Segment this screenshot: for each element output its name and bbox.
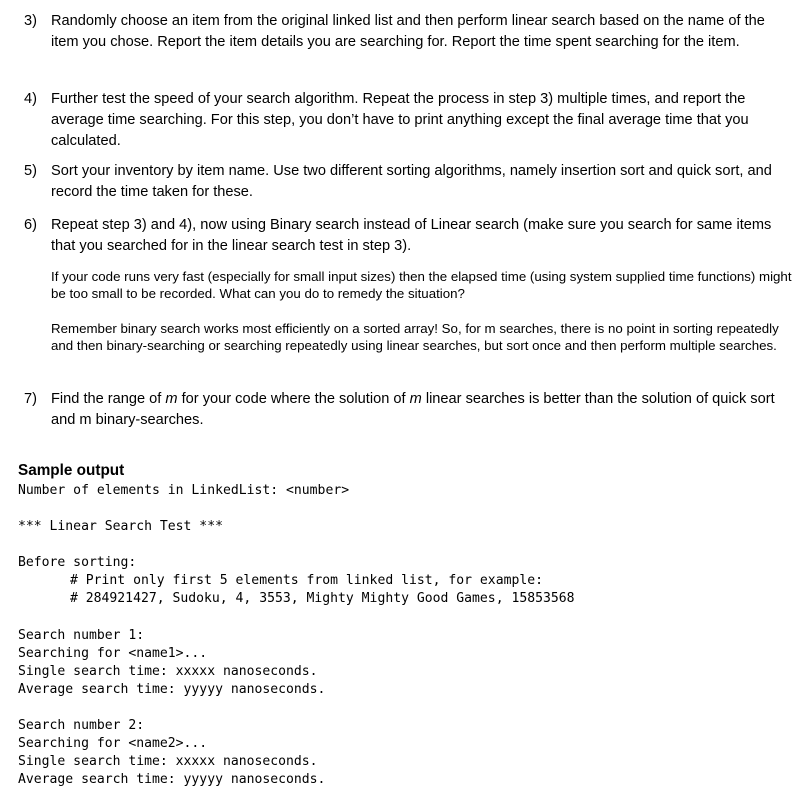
step-3 [24, 11, 794, 53]
step-number: 5) [24, 163, 37, 179]
step-4 [24, 89, 794, 152]
code-searching-for: Searching for <name2>... [18, 736, 208, 751]
code-print-comment: # Print only first 5 elements from linked list, for example: [70, 573, 543, 588]
step-text: Further test the speed of your search algorithm. Repeat the process in step 3) multiple times, and report the average time searching. For this step, you don’t have to print anything except the final average time that you calculated. [51, 91, 749, 149]
step-number: 3) [24, 13, 37, 29]
step-6 [24, 215, 794, 257]
variable-m: m [165, 391, 178, 407]
step-text: Randomly choose an item from the original linked list and then perform linear search based on the name of the item you chose. Report the item details you are searching for. Report the time spent searching for the item. [51, 13, 765, 50]
code-search-number: Search number 1: [18, 628, 145, 643]
code-searching-for: Searching for <name1>... [18, 646, 208, 661]
code-count-line: Number of elements in LinkedList: <number> [18, 483, 350, 498]
code-test-title: *** Linear Search Test *** [18, 519, 223, 534]
code-before-sorting: Before sorting: [18, 555, 137, 570]
sample-output-heading: Sample output [18, 462, 125, 479]
code-single-time: Single search time: xxxxx nanoseconds. [18, 754, 318, 769]
code-search-number: Search number 2: [18, 718, 145, 733]
step-7 [24, 389, 794, 431]
code-single-time: Single search time: xxxxx nanoseconds. [18, 664, 318, 679]
step-text: Repeat step 3) and 4), now using Binary search instead of Linear search (make sure you search for same items that you searched for in the linear search test in step 3). [51, 217, 772, 254]
step-number: 6) [24, 217, 37, 233]
step-number: 4) [24, 91, 37, 107]
note-timing: If your code runs very fast (especially for small input sizes) then the elapsed time (using system supplied time functions) might be too small to be recorded. What can you do to remedy the situation? [51, 269, 792, 301]
step-text: Find the range of m for your code where the solution of m linear searches is better than the solution of quick sort and m binary-searches. [51, 391, 775, 428]
variable-m: m [409, 391, 422, 407]
note-binary-search: Remember binary search works most efficiently on a sorted array! So, for m searches, there is no point in sorting repeatedly and then binary-searching or searching repeatedly using linear searches, but sort once and then perform multiple searches. [51, 321, 779, 353]
step-text: Sort your inventory by item name. Use two different sorting algorithms, namely insertion sort and quick sort, and record the time taken for these. [51, 163, 772, 200]
code-average-time: Average search time: yyyyy nanoseconds. [18, 682, 326, 697]
step-number: 7) [24, 391, 37, 407]
code-example-item: # 284921427, Sudoku, 4, 3553, Mighty Mighty Good Games, 15853568 [70, 591, 575, 606]
step-5 [24, 161, 794, 203]
code-average-time: Average search time: yyyyy nanoseconds. [18, 772, 326, 787]
